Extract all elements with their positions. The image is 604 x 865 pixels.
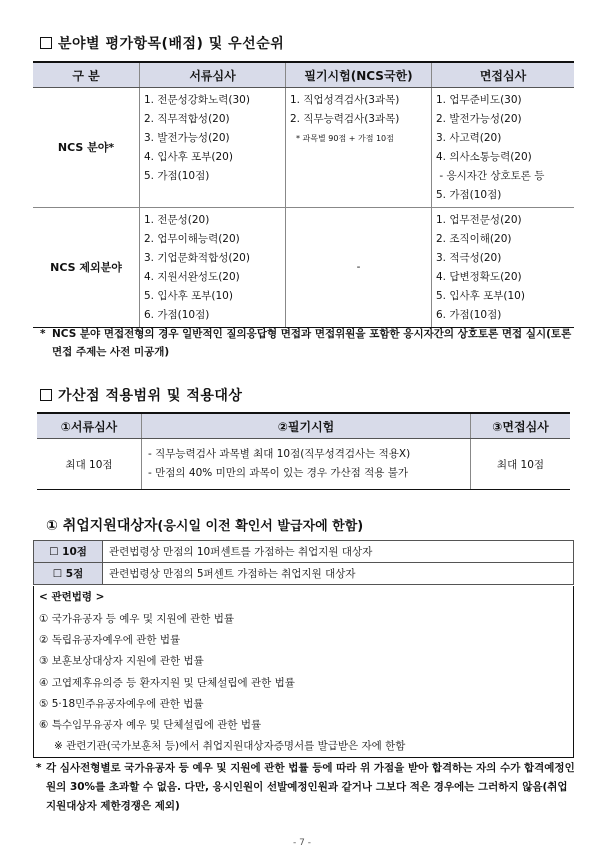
section3-title-text: 취업지원대상자 bbox=[62, 518, 158, 534]
header-written: 필기시험(NCS국한) bbox=[286, 62, 432, 88]
list-item: 2. 업무이해능력(20) bbox=[144, 233, 240, 245]
row-label: NCS 제외분야 bbox=[33, 208, 140, 328]
law-heading: < 관련법령 > bbox=[39, 591, 105, 603]
header-interview: ③면접심사 bbox=[471, 413, 571, 439]
header-category: 구 분 bbox=[33, 62, 140, 88]
bonus-table bbox=[37, 412, 570, 490]
header-interview: 면접심사 bbox=[432, 62, 575, 88]
law-item: ① 국가유공자 등 예우 및 지원에 관한 법률 bbox=[39, 613, 235, 625]
law-note: ※ 관련기관(국가보훈처 등)에서 취업지원대상자증명서를 발급받은 자에 한함 bbox=[54, 740, 406, 752]
docs-cell bbox=[140, 208, 286, 328]
list-item: 5. 입사후 포부(10) bbox=[144, 290, 233, 302]
header-written: ②필기시험 bbox=[142, 413, 471, 439]
points-label: ☐ 10점 bbox=[34, 541, 103, 563]
row-label: NCS 분야* bbox=[33, 88, 140, 208]
law-item: ③ 보훈보상대상자 지원에 관한 법률 bbox=[39, 655, 204, 667]
law-item: ⑥ 특수임무유공자 예우 및 단체설립에 관한 법률 bbox=[39, 719, 262, 731]
points-desc: 관련법령상 만점의 5퍼센트 가점하는 취업지원 대상자 bbox=[103, 563, 574, 585]
docs-cell bbox=[140, 88, 286, 208]
points-desc: 관련법령상 만점의 10퍼센트를 가점하는 취업지원 대상자 bbox=[103, 541, 574, 563]
written-cell bbox=[142, 439, 471, 490]
note-text: NCS 분야 면접전형의 경우 일반적인 질의응답형 면접과 면접위원을 포함한 응시자간의 상호토론 면접 실시(토론면접 주제는 사전 미공개) bbox=[52, 328, 572, 358]
list-item: 2. 발전가능성(20) bbox=[436, 113, 522, 125]
header-docs: 서류심사 bbox=[140, 62, 286, 88]
footnote-text: 각 심사전형별로 국가유공자 등 예우 및 지원에 관한 법률 등에 따라 위 가점을 받아 합격하는 자의 수가 합격예정인원의 30%를 초과할 수 없음. 다만, 응시인원이 선발예정인원과 같거나 그보다 적은 경우에는 그러하지 않음(취업지원대상자 제한경쟁은 제외) bbox=[46, 762, 575, 812]
list-item: 1. 직업성격검사(3과목) bbox=[290, 94, 400, 106]
list-item: 5. 가점(10점) bbox=[144, 170, 210, 182]
list-item: 4. 지원서완성도(20) bbox=[144, 271, 240, 283]
table-header-row bbox=[37, 413, 570, 439]
table-row bbox=[33, 208, 574, 328]
list-item: 2. 직무능력검사(3과목) bbox=[290, 113, 400, 125]
interview-cell bbox=[432, 208, 575, 328]
list-item: 3. 적극성(20) bbox=[436, 252, 502, 264]
list-item: 1. 업무전문성(20) bbox=[436, 214, 522, 226]
list-item: 1. 전문성(20) bbox=[144, 214, 210, 226]
checkbox-square-icon bbox=[40, 37, 52, 49]
list-item: 6. 가점(10점) bbox=[144, 309, 210, 321]
list-item: - 직무능력검사 과목별 최대 10점(직무성격검사는 적용X) bbox=[148, 448, 411, 460]
list-item: 2. 직무적합성(20) bbox=[144, 113, 230, 125]
interview-cell: 최대 10점 bbox=[471, 439, 571, 490]
written-note: * 과목별 90점 + 가점 10점 bbox=[296, 134, 394, 143]
checkbox-square-icon bbox=[40, 389, 52, 401]
list-item: 5. 입사후 포부(10) bbox=[436, 290, 525, 302]
law-item: ② 독립유공자예우에 관한 법률 bbox=[39, 634, 181, 646]
header-docs: ①서류심사 bbox=[37, 413, 142, 439]
points-label: ☐ 5점 bbox=[34, 563, 103, 585]
list-item: 1. 전문성강화노력(30) bbox=[144, 94, 250, 106]
page-number: - 7 - bbox=[293, 838, 311, 848]
list-item: 3. 사고력(20) bbox=[436, 132, 502, 144]
list-item: 2. 조직이해(20) bbox=[436, 233, 512, 245]
section3-footnote bbox=[36, 759, 576, 816]
list-item: 4. 답변정확도(20) bbox=[436, 271, 522, 283]
section3-marker: ① bbox=[46, 518, 58, 534]
section1-title: 분야별 평가항목(배점) 및 우선순위 bbox=[40, 33, 284, 53]
section3-subtitle: (응시일 이전 확인서 발급자에 한함) bbox=[157, 519, 364, 534]
points-table bbox=[33, 540, 574, 585]
interview-cell bbox=[432, 88, 575, 208]
written-cell: - bbox=[286, 208, 432, 328]
law-item: ④ 고엽제후유의증 등 환자지원 및 단체설립에 관한 법률 bbox=[39, 677, 295, 689]
section3-title bbox=[46, 515, 363, 535]
list-item: 5. 가점(10점) bbox=[436, 189, 502, 201]
list-item: 3. 기업문화적합성(20) bbox=[144, 252, 250, 264]
written-cell bbox=[286, 88, 432, 208]
list-item: 4. 의사소통능력(20) bbox=[436, 151, 532, 163]
table-row bbox=[37, 439, 570, 490]
table-row bbox=[33, 88, 574, 208]
list-item: 4. 입사후 포부(20) bbox=[144, 151, 233, 163]
docs-cell: 최대 10점 bbox=[37, 439, 142, 490]
list-item: 3. 발전가능성(20) bbox=[144, 132, 230, 144]
table-row bbox=[34, 541, 574, 563]
note-marker: * bbox=[40, 328, 46, 340]
section2-title: 가산점 적용범위 및 적용대상 bbox=[40, 385, 242, 405]
evaluation-table bbox=[33, 61, 574, 328]
related-laws-box bbox=[33, 586, 574, 758]
section1-note bbox=[40, 325, 575, 361]
list-item: 1. 업무준비도(30) bbox=[436, 94, 522, 106]
table-header-row bbox=[33, 62, 574, 88]
list-item: - 만점의 40% 미만의 과목이 있는 경우 가산점 적용 불가 bbox=[148, 467, 409, 479]
list-item: - 응시자간 상호토론 등 bbox=[436, 170, 545, 182]
law-item: ⑤ 5·18민주유공자예우에 관한 법률 bbox=[39, 698, 204, 710]
table-row bbox=[34, 563, 574, 585]
footnote-marker: * bbox=[36, 762, 42, 774]
list-item: 6. 가점(10점) bbox=[436, 309, 502, 321]
